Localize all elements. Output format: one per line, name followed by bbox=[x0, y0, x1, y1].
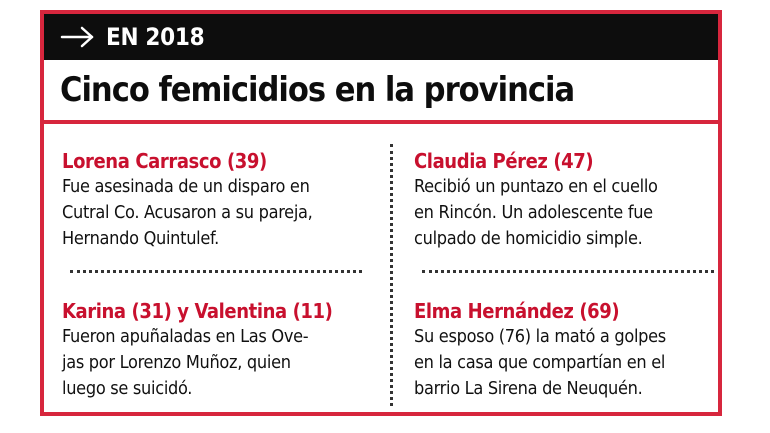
case-item-karina-valentina bbox=[62, 298, 362, 402]
case-description: Su esposo (76) la mató a golpes en la casa que compartían en el barrio La Sirena de Neuquén. bbox=[414, 326, 666, 399]
arrow-right-icon bbox=[60, 25, 96, 49]
case-name: Lorena Carrasco (39) bbox=[62, 149, 267, 173]
row-divider-left bbox=[70, 270, 362, 273]
kicker-text: EN 2018 bbox=[106, 23, 205, 51]
case-name: Claudia Pérez (47) bbox=[414, 149, 594, 173]
case-name: Karina (31) y Valentina (11) bbox=[62, 299, 333, 323]
kicker-bar bbox=[44, 14, 718, 60]
headline-band bbox=[44, 60, 718, 124]
page-title: Cinco femicidios en la provincia bbox=[60, 70, 575, 110]
case-description: Fue asesinada de un disparo en Cutral Co. Acusaron a su pareja, Hernando Quintulef. bbox=[62, 176, 313, 249]
case-item-lorena-carrasco bbox=[62, 148, 362, 252]
case-description: Recibió un puntazo en el cuello en Rincón. Un adolescente fue culpado de homicidio simple. bbox=[414, 176, 658, 249]
case-name: Elma Hernández (69) bbox=[414, 299, 620, 323]
case-item-elma-hernandez bbox=[414, 298, 714, 402]
infographic-box bbox=[40, 10, 722, 416]
row-divider-right bbox=[422, 270, 714, 273]
case-item-claudia-perez bbox=[414, 148, 714, 252]
case-description: Fueron apuñaladas en Las Ove- jas por Lorenzo Muñoz, quien luego se suicidó. bbox=[62, 326, 309, 399]
column-divider bbox=[390, 144, 393, 406]
